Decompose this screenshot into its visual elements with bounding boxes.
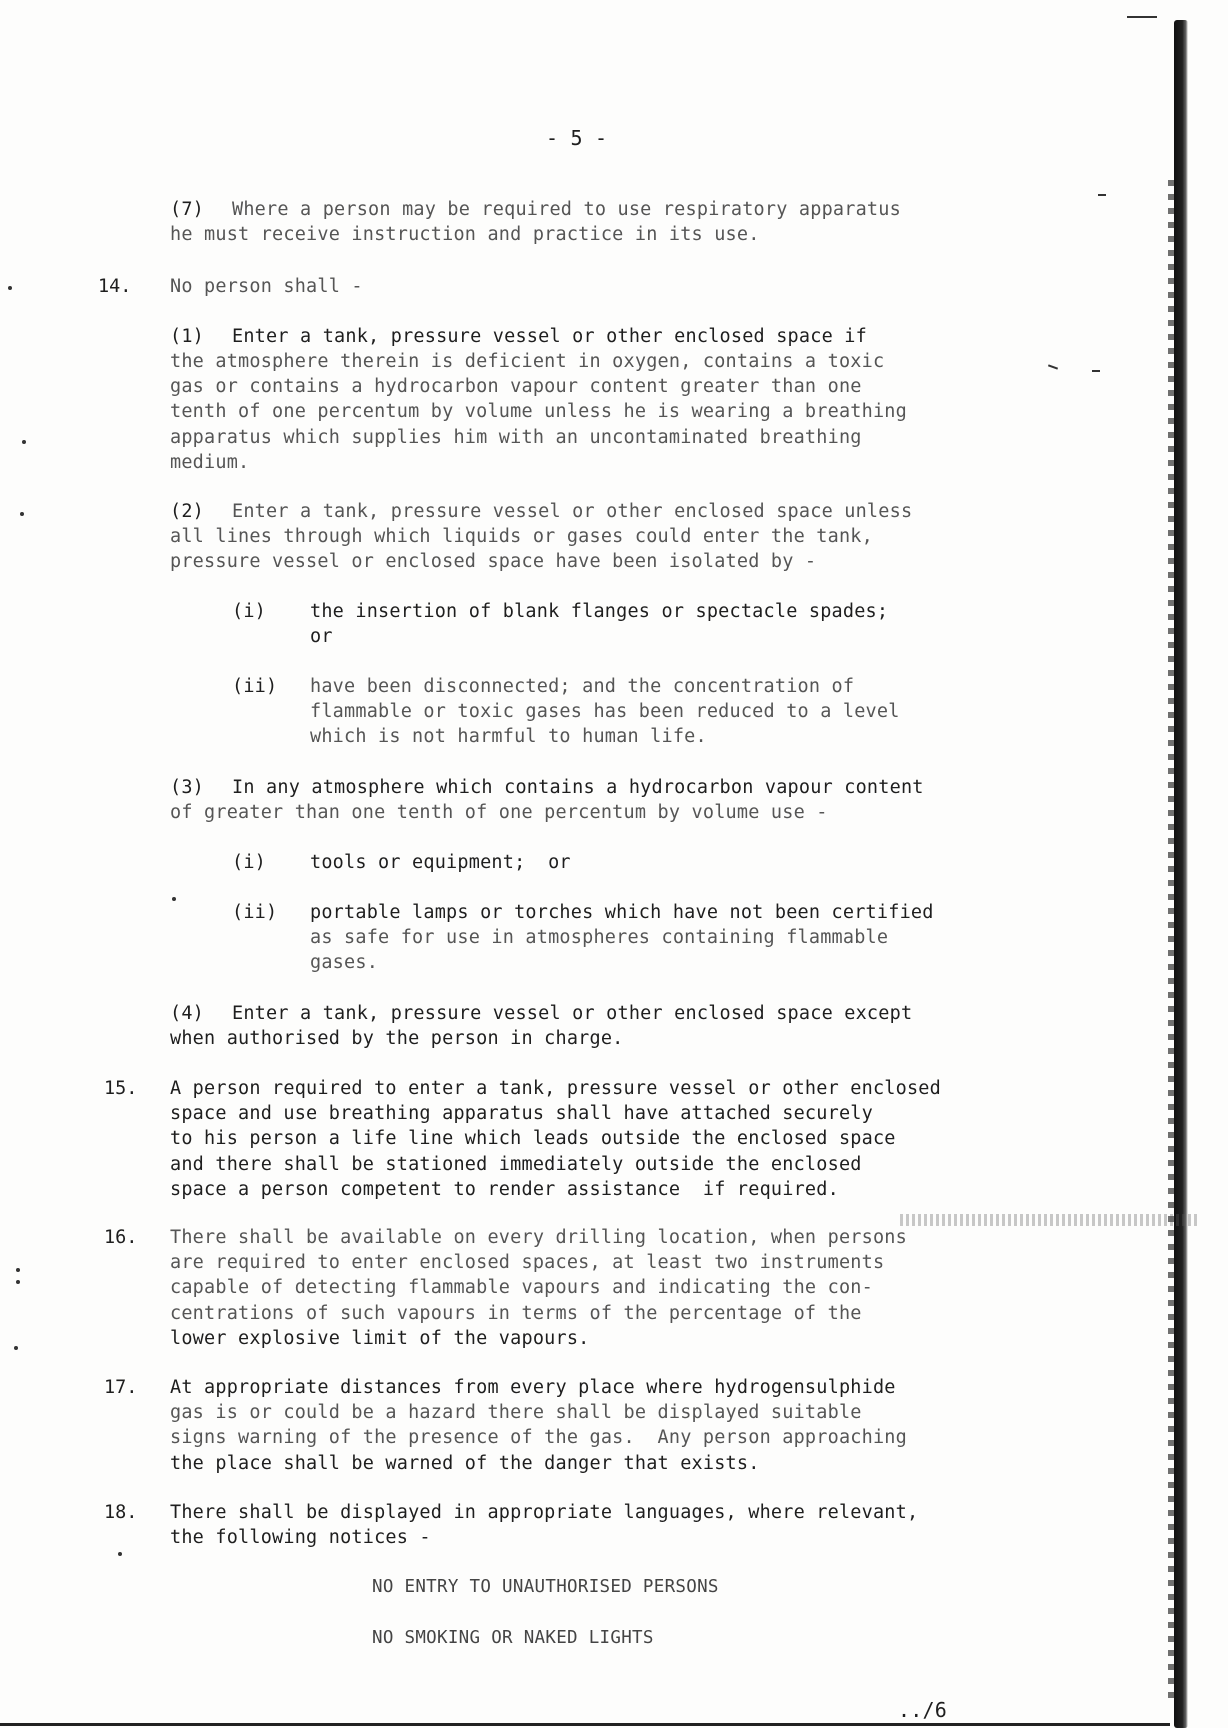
item-text [310,674,900,750]
section-text [170,1375,907,1476]
subsection-label: (7) [170,199,205,220]
scan-smudge [900,1214,1200,1226]
text-line: There shall be available on every drilling location, when persons [170,1227,907,1248]
text-line: are required to enter enclosed spaces, at least two instruments [170,1252,885,1274]
scan-mark [1098,194,1106,196]
section-text [170,1500,918,1550]
subsection-text [232,775,924,800]
section-intro: No person shall - [170,276,363,297]
item-label: (i) [232,601,267,622]
subsection-label: (3) [170,777,205,798]
scan-speck [20,512,24,516]
scan-speck [118,1552,122,1556]
text-line: when authorised by the person in charge. [170,1028,624,1049]
subsection-text [170,800,828,825]
text-line: capable of detecting flammable vapours and indicating the con- [170,1277,873,1299]
item-label: (ii) [232,676,278,697]
item-text [310,900,934,976]
text-line: gas is or could be a hazard there shall be displayed suitable [170,1402,862,1424]
text-line: In any atmosphere which contains a hydrocarbon vapour content [232,777,924,798]
scan-mark [1127,16,1157,18]
notice-no-entry: NO ENTRY TO UNAUTHORISED PERSONS [372,1577,719,1597]
section-number: 18. [104,1502,138,1523]
text-line: all lines through which liquids or gases could enter the tank, [170,526,873,547]
text-line: There shall be displayed in appropriate languages, where relevant, [170,1502,919,1523]
text-line: At appropriate distances from every place where hydrogensulphide [170,1377,896,1398]
text-line: portable lamps or torches which have not been certified [310,902,934,923]
subsection-text [232,324,867,349]
text-line: lower explosive limit of the vapours. [170,1327,590,1349]
text-line: the place shall be warned of the danger that exists. [170,1452,760,1474]
subsection-label: (1) [170,326,205,347]
page-continuation: ../6 [898,1698,947,1722]
text-line: tenth of one percentum by volume unless he is wearing a breathing [170,401,907,423]
subsection-label: (4) [170,1003,205,1024]
text-line: and there shall be stationed immediately outside the enclosed [170,1153,862,1175]
text-line: space and use breathing apparatus shall have attached securely [170,1103,873,1125]
subsection-label: (2) [170,501,205,522]
text-line: to his person a life line which leads outside the enclosed space [170,1128,896,1150]
section-number: 14. [98,276,132,297]
text-line: tools or equipment; or [310,852,571,873]
subsection-text [232,197,901,222]
item-label: (i) [232,852,267,873]
text-line: gas or contains a hydrocarbon vapour content greater than one [170,376,862,398]
text-line: Enter a tank, pressure vessel or other enclosed space if [232,326,867,347]
scan-speck [16,1280,20,1284]
text-line: A person required to enter a tank, pressure vessel or other enclosed [170,1078,941,1099]
text-line: or [310,626,333,648]
scan-speck [172,897,176,901]
text-line: which is not harmful to human life. [310,726,707,748]
text-line: apparatus which supplies him with an uncontaminated breathing [170,426,862,448]
text-line: Where a person may be required to use respiratory apparatus [232,199,901,220]
subsection-text [170,1026,624,1051]
section-number: 17. [104,1377,138,1398]
text-line: Enter a tank, pressure vessel or other enclosed space unless [232,501,913,522]
text-line: have been disconnected; and the concentration of [310,676,855,697]
section-text [170,1225,907,1351]
scan-speck [8,286,12,290]
scan-edge-shadow [1174,20,1188,1728]
subsection-text [170,524,873,574]
subsection-text [170,349,907,475]
item-label: (ii) [232,902,278,923]
text-line: Enter a tank, pressure vessel or other enclosed space except [232,1003,913,1024]
item-text [310,599,888,649]
section-number: 16. [104,1227,138,1248]
text-line: gases. [310,952,379,974]
page-number: - 5 - [546,126,608,150]
scan-mark [1092,370,1100,372]
section-text [170,1076,941,1202]
section-number: 15. [104,1078,138,1099]
text-line: medium. [170,451,250,473]
text-line: the following notices - [170,1527,431,1549]
text-line: flammable or toxic gases has been reduced to a level [310,701,900,723]
text-line: centrations of such vapours in terms of the percentage of the [170,1302,862,1324]
text-line: the insertion of blank flanges or spectacle spades; [310,601,889,622]
text-line: he must receive instruction and practice in its use. [170,224,760,245]
scan-speck [22,440,26,444]
text-line: as safe for use in atmospheres containing flammable [310,927,889,949]
text-line: signs warning of the presence of the gas. Any person approaching [170,1427,907,1449]
text-line: pressure vessel or enclosed space have been isolated by - [170,551,817,573]
subsection-text [232,499,912,524]
scan-speck [16,1268,20,1272]
subsection-text [170,222,760,247]
subsection-text [232,1001,912,1026]
notice-no-smoking: NO SMOKING OR NAKED LIGHTS [372,1628,654,1648]
text-line: of greater than one tenth of one percentum by volume use - [170,802,828,823]
text-line: the atmosphere therein is deficient in oxygen, contains a toxic [170,351,885,372]
scan-bottom-edge [0,1723,1170,1726]
scan-speck [14,1346,18,1350]
item-text [310,850,571,875]
text-line: space a person competent to render assistance if required. [170,1178,839,1200]
scan-mark [1048,364,1058,369]
scan-edge-noise [1168,180,1174,1700]
